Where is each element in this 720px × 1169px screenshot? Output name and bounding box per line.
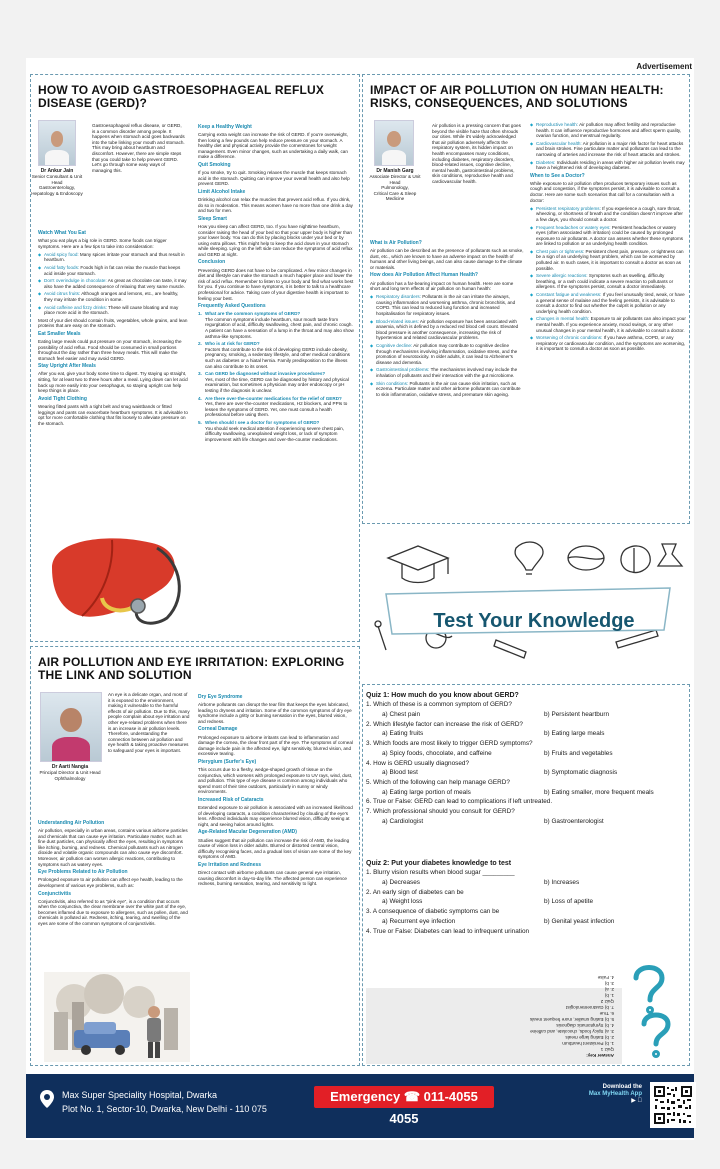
faq-item: 4. Are there over-the-counter medications for the relief of GERD? Yes, there are over-the-counter medications, H2 blockers, and PPIs to lessen the symptoms of GERD. Yet, one must consult a health professional before using them. [198, 395, 348, 418]
bullet-item: ◆ Worsening of chronic conditions: If you have asthma, COPD, or any respiratory or cardiovascular condition, and the symptoms are worsening, it is important to consult a doctor as soon as possible. [530, 335, 686, 352]
bullet-item: ◆ Avoid fatty foods: Foods high in fat can relax the muscle that keeps acid inside your stomach. [38, 265, 188, 276]
eye-doctor-caption: Dr Aarti Nangia Principal Director & Unit Head Ophthalmology [39, 764, 101, 781]
quiz-question: 3. A consequence of diabetic symptoms can be [366, 908, 500, 916]
quiz-option-a[interactable]: a) Recurrent eye infection [382, 917, 456, 925]
answer-key-upside-down: Answer Key: Quiz 1 1. b) Persistent heartburn 2. b) Eating large meals 3. a) Spicy foods, chocolate, and caffeine 4. b) Symptomatic diagnosis 5. b) Eating smaller, more frequent meals 6. True 7. b) Gastroenterologist Quiz 2 1. b) 2. a) 3. b) 4. False [366, 988, 622, 1064]
bullet-item: ◆ Persistent respiratory problems: If you experience a cough, sore throat, wheezing, or shortness of breath and the condition doesn't improve after a few days, you should consult a doctor. [530, 206, 686, 223]
bullet-item: ◆ Avoid spicy food: Many spices irritate your stomach and thus result in heartburn. [38, 252, 188, 263]
gerd-faq-list [198, 311, 354, 442]
bullet-item: ◆ Avoid citrus fruits: Although oranges and lemons, etc., are healthy, they may irritate the condition in some. [38, 291, 188, 302]
liver-stethoscope-illustration [42, 528, 192, 632]
answer-line: 5. b) Eating smaller, more frequent meals [529, 1017, 614, 1022]
gerd-column-1: Watch What You Eat What you eat plays a big role in GERD. Some foods can trigger symptoms. Here are a few tips to take into consideration: ◆ Avoid spicy food: Many spices irritate your stomach and thus result in heartburn. ◆ Avoid fatty foods: Foods high in fat can relax the muscle that keeps acid inside your stomach. ◆ Don't overindulge in chocolate: As great as chocolate can taste, it may also have the added consequence of relaxing that very same muscle. ◆ Avoid citrus fruits: Although oranges and lemons, etc., are healthy, they may irritate the condition in some. ◆ Avoid caffeine and fizzy drinks: These will cause bloating and may place more acid in the stomach. Most of your diet should contain fruits, vegetables, whole grains, and lean proteins that are easy on the stomach. Eat Smaller Meals Eating large meals could put pressure on your stomach, increasing the possibility of acid reflux. Food should be consumed in small portions throughout the day rather than three heavy meals. This will make the stomach feel easier and may avoid GERD. Stay Upright After Meals After you eat, give your body some time to digest. Try staying up straight, sitting, for at least two to three hours after a meal. Lying down can let acid back up more easily into your oesophagus, so staying upright can help keep things in place. Avoid Tight Clothing Wearing fitted pants with a tight belt and snug waistbands or fitted leggings and pants can exacerbate heartburn symptoms. It is advisable to opt for more comfortable clothing that fits loosely to alleviate pressure on the stomach. [38, 228, 188, 528]
bullet-item: ◆ Constant fatigue and weakness: If you feel unusually tired, weak, or have a general sense of malaise and the feeling persists, it is advisable to consult a doctor to find out whether the culprit is pollution or any underlying health condition. [530, 292, 686, 314]
quiz-option-a[interactable]: a) Eating fruits [382, 730, 424, 738]
eye-intro: An eye is a delicate organ, and most of it is exposed to the environment, making it vulnerable to the harmful effects of air pollution. Due to this, many people complain about eye irritation and other eye-related problems when there is an increase in air pollution levels. Therefore, understanding the connection between air pollution and eye health & taking proactive measures to safeguard your eyes is important. [108, 692, 190, 753]
bullet-item: ◆ Changes in mental health: Exposure to air pollutants can also impact your mental health. If you experience anxiety, mood swings, or any other unusual changes in your mental health, it is advisable to consult a doctor. [530, 316, 686, 333]
answer-line: 3. a) Spicy foods, chocolate, and caffeine [530, 1029, 614, 1034]
quiz-options [366, 789, 690, 799]
bullet-item: ◆ Frequent headaches or watery eyes: Persistent headaches or watery eyes (often associated with irritation) could be caused by prolonged exposure to air pollutants. A doctor can assess whether these symptoms are linked to pollution or an underlying health condition. [530, 225, 686, 247]
bullet-item: ◆ Severe allergic reactions: Symptoms such as swelling, difficulty breathing, or a rash could indicate a severe reaction to pollutants or allergens. If the symptoms persist, consult a doctor immediately. [530, 273, 686, 290]
air-doctor-caption: Dr Manish Garg Associate Director & Unit Head Pulmonology, Critical Care & Sleep Medicine [369, 168, 421, 202]
see-doctor-list [530, 206, 686, 352]
eye-column-1: Understanding Air Pollution Air pollution, especially in urban areas, contains various airborne particles and chemicals that can cause eye irritation. Particulate matter, such as fine dust particles, can physically affect the eyes, resulting in symptoms like itching, burning, and redness. Chemical pollutants such as nitrogen dioxide and volatile organic compounds can also cause eye discomfort. Moreover, air pollution can worsen allergic reactions, contributing to symptoms such as watery eyes. Eye Problems Related to Air Pollution Prolonged exposure to air pollution can affect eye health, leading to the development of various eye problems, such as: Conjunctivitis Conjunctivitis, also referred to as "pink eye", is a condition that occurs when the conjunctiva, the clear membrane over the white part of the eye, becomes inflamed due to exposure to allergens, such as pollen, dust, and chemicals in polluted air. Redness, itching, tearing, and swelling of the eyes are some of the common symptoms of conjunctivitis. [38, 820, 188, 926]
quiz-options [366, 769, 690, 779]
bullet-item: ◆ Reproductive health: Air pollution may affect fertility and reproductive health. It can influence reproductive hormones and affect sperm quality, ovarian function, and menstrual regularity. [530, 122, 686, 139]
air-effects-list-continued [530, 122, 686, 171]
gerd-intro: Gastroesophageal reflux disease, or GERD, is a common disorder among people. It happens when stomach acid goes backwards into the tube linking your mouth and stomach. This may bring about heartburn and discomfort. However, there are simple steps that you could take to help prevent GERD. Let's go through some easy ways of managing this. [92, 123, 185, 173]
quiz-option-b[interactable]: b) Loss of apetite [544, 898, 594, 906]
bullet-item: ◆ Cardiovascular health: Air pollution is a major risk factor for heart attacks and brain strokes. Fine particulate matter and pollutants can lead to the narrowing of arteries and increase the risk of heart attacks and strokes. [530, 141, 686, 158]
faq-item: 2. Who is at risk for GERD? Factors that contribute to the risk of developing GERD include obesity, pregnancy, smoking, a sedentary lifestyle, and other medical conditions such as diabetes or a hiatal hernia. Family predisposition to the illness can also contribute to its onset. [198, 341, 350, 369]
faq-item: 1. What are the common symptoms of GERD? The common symptoms include heartburn, sour mouth taste from regurgitation of acid, difficulty swallowing, chest pain, and chronic cough. A patient can have a sensation of a lump in the throat and may also show asthma-like symptoms. [198, 311, 354, 339]
bullet-item: ◆ Cognitive decline: Air pollution may contribute to cognitive decline through mechanisms involving inflammation, oxidative stress, and the promotion of neurotoxicity. In older adults, it can lead to Alzheimer's disease and dementia. [370, 343, 524, 365]
eye-title: AIR POLLUTION AND EYE IRRITATION: EXPLORING THE LINK AND SOLUTION [38, 655, 345, 682]
answer-line: 4. False [597, 975, 614, 980]
quiz-options [366, 818, 690, 828]
dr-ankur-jain-photo [38, 120, 76, 166]
air-intro: Air pollution is a pressing concern that goes beyond the visible haze that often shrouds our cities. While it's widely acknowledged that air pollution adversely affects the respiratory system, its hidden impact on health encompasses many conditions, including diabetes, respiratory disorders, blood-related issues, cognitive decline, mental health, gastrointestinal problems, skin conditions, reproductive health and cardiovascular health. [432, 123, 521, 184]
location-pin-icon [40, 1090, 54, 1108]
air-column-1: What is Air Pollution? Air pollution can be described as the presence of pollutants such as smoke, dust, etc., which are known to have an adverse impact on the health of humans and other living beings, and can also cause damage to the climate or materials. How does Air Pollution Affect Human Health? Air pollution has a far-bearing impact on human health. Here are some short and long term effects of air pollution on human health: ◆ Respiratory disorders: Pollutants in the air can irritate the airways, causing inflammation and worsening asthma, chronic bronchitis, and COPD. This can lead to reduced lung function and increased hospitalisation for respiratory issues. ◆ Blood-related issues: Air pollution exposure has been associated with anaemia, which is defined by a reduced red blood cell count. Elevated blood pressure is another consequence, increasing the risk of hypertension and related cardiovascular problems. ◆ Cognitive decline: Air pollution may contribute to cognitive decline through mechanisms involving inflammation, oxidative stress, and the promotion of neurotoxicity. In older adults, it can lead to Alzheimer's disease and dementia. ◆ Gastrointestinal problems: The mechanisms involved may include the inhalation of pollutants and their interaction with the gut microbiome. ◆ Skin conditions: Pollutants in the air can cause skin irritation, such as eczema. Particulate matter and other airborne pollutants can contribute to skin inflammation, oxidative stress, and premature skin ageing. [370, 238, 524, 520]
air-column-2: ◆ Reproductive health: Air pollution may affect fertility and reproductive health. It can influence reproductive hormones and affect sperm quality, ovarian function, and menstrual regularity. ◆ Cardiovascular health: Air pollution is a major risk factor for heart attacks and brain strokes. Fine particulate matter and pollutants can lead to the narrowing of arteries and increase the risk of heart attacks and strokes. ◆ Diabetes: Individuals residing in areas with higher air pollution levels may have a heightened risk of developing diabetes. When to See a Doctor? While exposure to air pollution often produces temporary issues such as cough and congestion, if the symptoms persist, it is advisable to consult a doctor. Here are some such scenarios that call for a consultation with a doctor: ◆ Persistent respiratory problems: If you experience a cough, sore throat, wheezing, or shortness of breath and the condition doesn't improve after a few days, you should consult a doctor. ◆ Frequent headaches or watery eyes: Persistent headaches or watery eyes (often associated with irritation) could be caused by prolonged exposure to air pollutants. A doctor can assess whether these symptoms are linked to pollution or an underlying health condition. ◆ Chest pain or tightness: Persistent chest pain, pressure, or tightness can be a sign of an underlying heart problem, which can be worsened by polluted air. In such cases, it is important to consult a doctor as soon as possible. ◆ Severe allergic reactions: Symptoms such as swelling, difficulty breathing, or a rash could indicate a severe reaction to pollutants or allergens. If the symptoms persist, consult a doctor immediately. ◆ Constant fatigue and weakness: If you feel unusually tired, weak, or have a general sense of malaise and the feeling persists, it is advisable to consult a doctor to find out whether the culprit is pollution or any underlying health condition. ◆ Changes in mental health: Exposure to air pollutants can also impact your mental health. If you experience anxiety, mood swings, or any other unusual changes in your mental health, it is advisable to consult a doctor. ◆ Worsening of chronic conditions: If you have asthma, COPD, or any respiratory or cardiovascular condition, and the symptoms are worsening, it is important to consult a doctor as soon as possible. [530, 122, 686, 520]
dr-aarti-nangia-photo [40, 692, 102, 762]
quiz-question: 3. Which foods are most likely to trigger GERD symptoms? [366, 740, 533, 748]
quiz-option-a[interactable]: a) Spicy foods, chocolate, and caffeine [382, 749, 492, 757]
quiz-options [366, 711, 690, 721]
quiz-option-b[interactable]: b) Increases [544, 879, 580, 887]
answer-line: 1. b) Persistent heartburn [562, 1041, 614, 1046]
faq-item: 5. When should I see a doctor for symptoms of GERD? You should seek medical attention if experiencing severe chest pain, difficulty swallowing, unexplained weight loss, or lack of symptom improvement with life changes and over-the-counter medications. [198, 419, 345, 442]
quiz-option-a[interactable]: a) Decreases [382, 879, 421, 887]
gerd-title: HOW TO AVOID GASTROESOPHAGEAL REFLUX DISEASE (GERD)? [38, 83, 325, 110]
bullet-item: ◆ Diabetes: Individuals residing in areas with higher air pollution levels may have a heightened risk of developing diabetes. [530, 160, 686, 171]
quiz-option-a[interactable]: a) Blood test [382, 769, 418, 777]
air-title: IMPACT OF AIR POLLUTION ON HUMAN HEALTH: RISKS, CONSEQUENCES, AND SOLUTIONS [370, 83, 664, 110]
test-your-knowledge-banner: Test Your Knowledge [433, 610, 635, 632]
advertisement-label: Advertisement [636, 62, 692, 71]
answer-line: 7. b) Gastroenterologist [565, 1005, 614, 1010]
quiz-1-title: Quiz 1: How much do you know about GERD? [366, 692, 519, 699]
air-effects-list [370, 294, 524, 397]
quiz-option-a[interactable]: a) Weight loss [382, 898, 423, 906]
app-store-icons: ▶ [637, 1098, 642, 1104]
gerd-doctor-caption: Dr Ankur Jain Senior Consultant & Unit Head Gastroenterology, Hepatology & Endoscopy [31, 168, 83, 196]
question-marks-icon [622, 956, 684, 1064]
quiz-question: 4. True or False: Diabetes can lead to infrequent urination [366, 927, 530, 935]
quiz-question: 5. Which of the following can help manage GERD? [366, 778, 510, 786]
quiz-option-b[interactable]: b) Eating large meals [544, 730, 605, 738]
quiz-question: 2. Which lifestyle factor can increase the risk of GERD? [366, 720, 523, 728]
quiz-2-title: Quiz 2: Put your diabetes knowledge to test [366, 860, 512, 867]
quiz-options [366, 879, 690, 889]
quiz-options [366, 750, 690, 760]
quiz-1-questions [366, 701, 690, 827]
quiz-option-b[interactable]: b) Symptomatic diagnosis [544, 769, 618, 777]
answer-line: 2. b) Eating large meals [565, 1035, 614, 1040]
gerd-watch-list [38, 252, 188, 316]
answer-line: 3. b) [604, 981, 614, 986]
quiz-options [366, 898, 690, 908]
quiz-option-b[interactable]: b) Eating smaller, more frequent meals [544, 788, 654, 796]
answer-line: 2. a) [604, 987, 614, 992]
quiz-options [366, 730, 690, 740]
gerd-column-2: Keep a Healthy Weight Carrying extra weight can increase the risk of GERD. If you're overweight, then losing a few pounds can help reduce pressure on your stomach. A healthy diet and physical activity provide the cornerstones for weight management. Even minor changes, such as undertaking a daily walk, can make a difference. Quit Smoking If you smoke, try to quit. Smoking relaxes the muscle that keeps stomach acid in the stomach. Quitting can improve your overall health and also help prevent GERD. Limit Alcohol Intake Drinking alcohol can relax the muscles that prevent acid reflux. If you drink, do so in moderation. This means women have no more than one drink a day and two for men. Sleep Smart How you sleep can affect GERD, too. If you have nighttime heartburn, consider raising the head of your bed so that your upper body is higher than your lower body. You can do this by placing blocks under your bed or by using extra pillows. This might help to keep the acid down in your stomach while sleeping. Lying on the left side can reduce the symptoms of acid reflux and GERD at night. Conclusion Preventing GERD does not have to be complicated. A few minor changes in diet and lifestyle can make the stomach a much happier place and lower the risk of acid reflux. Remember to listen to your body and find what works best for you. If you continue to have symptoms, it is better to talk to a healthcare professional for advice. Taking care of your digestive health is important to feeling your best. Frequently Asked Questions 1. What are the common symptoms of GERD? The common symptoms include heartburn, sour mouth taste from regurgitation of acid, difficulty swallowing, chest pain, and chronic cough. A patient can have a sensation of a lump in the throat and may also show asthma-like symptoms. 2. Who is at risk for GERD? Factors that contribute to the risk of developing GERD include obesity, pregnancy, smoking, a sedentary lifestyle, and other medical conditions such as diabetes or a hiatal hernia. Family predisposition to the illness can also contribute to its onset. 3. Can GERD be diagnosed without invasive procedures? Yes, most of the time, GERD can be diagnosed by history and physical examination, but sometimes a physician may order endoscopy or pH testing if the diagnosis is unclear. 4. Are there over-the-counter medications for the relief of GERD? Yes, there are over-the-counter medications, H2 blockers, and PPIs to lessen the symptoms of GERD. Yet, one must consult a health professional before using them. 5. When should I see a doctor for symptoms of GERD? You should seek medical attention if experiencing severe chest pain, difficulty swallowing, unexplained weight loss, or lack of symptom improvement with life changes and over-the-counter medications. [198, 124, 354, 442]
quiz-1 [366, 692, 690, 827]
eye-column-2: Dry Eye Syndrome Airborne pollutants can disrupt the tear film that keeps the eyes lubricated, leading to dryness and irritation. Some of the common symptoms of dry eye syndrome include a gritty or burning sensation in the eyes, blurred vision, and redness. Corneal Damage Prolonged exposure to airborne irritants can lead to inflammation and damage the cornea, the clear front part of the eye. The symptoms of corneal damage include pain in the affected eye, light sensitivity, blurred vision, and excessive tearing. Pterygium (Surfer's Eye) This occurs due to a fleshy, wedge-shaped growth of tissue on the conjunctiva, which worsens with prolonged exposure to UV rays, wind, dust, and pollution. This type of eye disease is common among individuals who spend most of their time outdoors, particularly in sunny or windy environments. Increased Risk of Cataracts Extended exposure to air pollution is associated with an increased likelihood of developing cataracts, a condition characterised by clouding of the eye's lens. Affected individuals may experience blurred vision, difficulty seeing at night, and seeing halos around lights. Age-Related Macular Degeneration (AMD) Studies suggest that air pollution can increase the risk of AMD, the leading cause of vision loss in older adults. Blurred or distorted central vision, difficulty recognising faces, and a gradual loss of vision are some of the key symptoms of AMD. Eye Irritation and Redness Direct contact with airborne pollutants can cause general eye irritation, causing discomfort in day-to-day life. The affected person can experience redness, burning sensation, tearing, and sensitivity to light. [198, 694, 353, 887]
quiz-option-b[interactable]: b) Genital yeast infection [544, 917, 615, 925]
answer-line: 4. b) Symptomatic diagnosis [556, 1023, 614, 1028]
quiz-option-a[interactable]: a) Cardiologist [382, 817, 424, 825]
quiz-question: 2. An early sign of diabetes can be [366, 888, 464, 896]
quiz-question: 4. How is GERD usually diagnosed? [366, 759, 470, 767]
quiz-option-b[interactable]: b) Fruits and vegetables [544, 749, 613, 757]
app-download[interactable]: Download the Max MyHealth App ▶ [588, 1084, 642, 1104]
bullet-item: ◆ Respiratory disorders: Pollutants in the air can irritate the airways, causing inflammation and worsening asthma, chronic bronchitis, and COPD. This can lead to reduced lung function and increased hospitalisation for respiratory issues. [370, 294, 524, 316]
bullet-item: ◆ Avoid caffeine and fizzy drinks: These will cause bloating and may place more acid in the stomach. [38, 305, 188, 316]
answer-line: 1. b) [604, 993, 614, 998]
emergency-number[interactable]: Emergency ☎ 011-4055 4055 [314, 1086, 494, 1108]
quiz-option-b[interactable]: b) Gastroenterologist [544, 817, 604, 825]
bullet-item: ◆ Gastrointestinal problems: The mechanisms involved may include the inhalation of pollutants and their interaction with the gut microbiome. [370, 367, 524, 378]
bullet-item: ◆ Blood-related issues: Air pollution exposure has been associated with anaemia, which is defined by a reduced red blood cell count. Elevated blood pressure is another consequence, increasing the risk of hypertension and related cardiovascular problems. [370, 319, 524, 341]
quiz-question: 7. Which professional should you consult for GERD? [366, 807, 515, 815]
polluted-city-illustration [44, 972, 190, 1062]
quiz-option-a[interactable]: a) Eating large portion of meals [382, 788, 471, 796]
bullet-item: ◆ Skin conditions: Pollutants in the air can cause skin irritation, such as eczema. Particulate matter and other airborne pollutants can contribute to skin inflammation, oxidative stress, and premature skin ageing. [370, 381, 524, 398]
bullet-item: ◆ Chest pain or tightness: Persistent chest pain, pressure, or tightness can be a sign of an underlying heart problem, which can be worsened by polluted air. In such cases, it is important to consult a doctor as soon as possible. [530, 249, 686, 271]
answer-line: 6. True [599, 1011, 614, 1016]
quiz-options [366, 918, 690, 928]
faq-item: 3. Can GERD be diagnosed without invasive procedures? Yes, most of the time, GERD can be diagnosed by history and physical examination, but sometimes a physician may order endoscopy or pH testing if the diagnosis is unclear. [198, 371, 349, 393]
quiz-question: 1. Which of these is a common symptom of GERD? [366, 701, 512, 709]
quiz-question: 1. Blurry vision results when blood sugar _________ [366, 869, 515, 877]
qr-code[interactable] [650, 1082, 696, 1128]
quiz-2 [366, 860, 690, 937]
quiz-option-b[interactable]: b) Persistent heartburn [544, 711, 610, 719]
bullet-item: ◆ Don't overindulge in chocolate: As great as chocolate can taste, it may also have the added consequence of relaxing that very same muscle. [38, 278, 188, 289]
quiz-option-a[interactable]: a) Chest pain [382, 711, 421, 719]
hospital-address: Max Super Speciality Hospital, Dwarka Plot No. 1, Sector-10, Dwarka, New Delhi - 110 075 [62, 1090, 267, 1114]
doctor-name: Dr Ankur Jain [40, 168, 74, 174]
hospital-footer [26, 1074, 694, 1138]
quiz-2-questions [366, 869, 690, 937]
quiz-question: 6. True or False: GERD can lead to complications if left untreated. [366, 798, 553, 806]
